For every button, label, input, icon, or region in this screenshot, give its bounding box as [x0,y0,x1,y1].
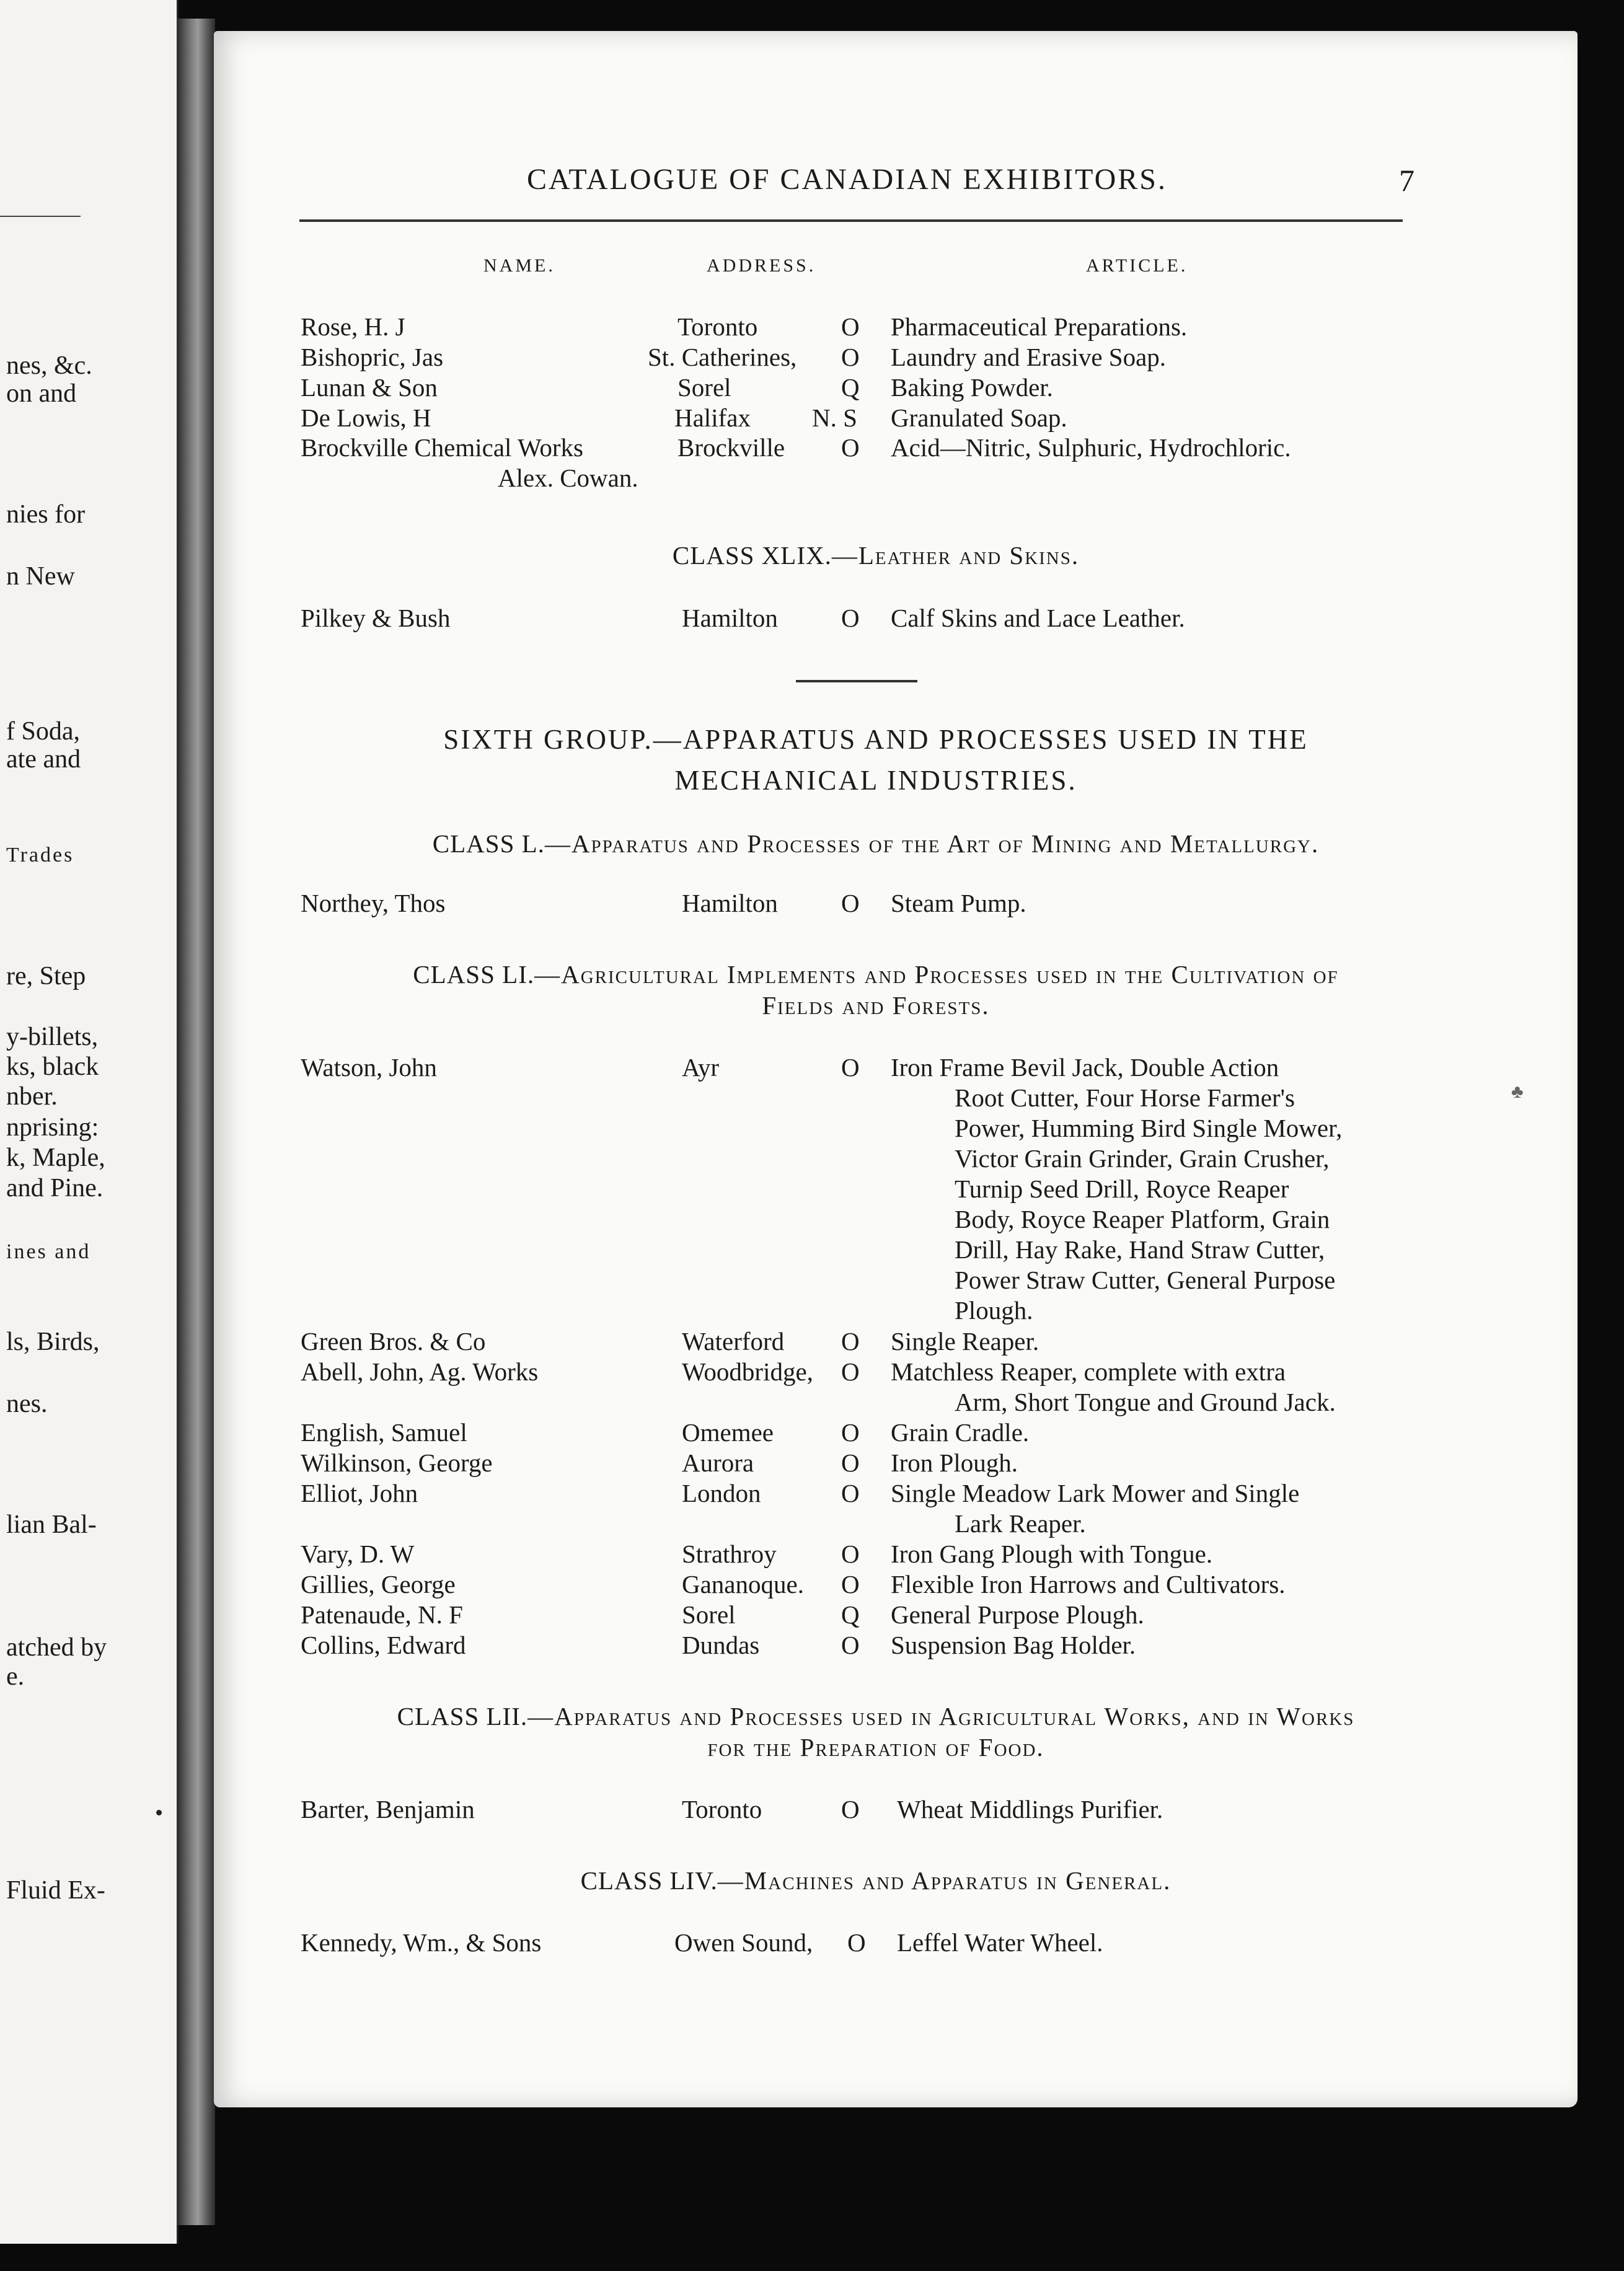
class-subtitle-continued: for the Preparation of Food. [707,1733,1044,1762]
group-heading-line1: SIXTH GROUP.—APPARATUS AND PROCESSES USED IN THE [443,724,1308,755]
page-number: 7 [1399,163,1414,198]
province: O [841,1418,860,1447]
left-fragment: nprising: [6,1113,99,1142]
province: O [841,343,860,371]
exhibitor-name: De Lowis, H [301,403,431,432]
left-fragment: atched by [6,1633,107,1662]
province: O [841,1327,860,1356]
left-fragment: ines and [6,1240,91,1263]
class-subtitle-continued: Fields and Forests. [762,991,990,1020]
left-page-fragment [0,0,179,2244]
class-heading [299,829,1452,858]
exhibitor-address: Ayr [682,1053,719,1082]
class-title: CLASS LI. [413,960,535,989]
exhibitor-name: Watson, John [301,1053,437,1082]
column-header-article: ARTICLE. [1086,255,1188,276]
article-continued: Plough. [955,1296,1033,1325]
article: Steam Pump. [891,889,1026,917]
exhibitor-address: Toronto [682,1795,762,1823]
province: O [841,604,860,632]
province: O [841,1449,860,1477]
left-page-rule [0,216,81,217]
article: Leffel Water Wheel. [897,1928,1103,1957]
exhibitor-name: Rose, H. J [301,312,405,341]
exhibitor-address: Strathroy [682,1540,777,1568]
exhibitor-address: St. Catherines, [648,343,797,371]
article-continued: Body, Royce Reaper Platform, Grain [955,1205,1330,1233]
exhibitor-name: Vary, D. W [301,1540,415,1568]
article-continued: Arm, Short Tongue and Ground Jack. [955,1388,1336,1416]
exhibitor-address: Aurora [682,1449,754,1477]
exhibitor-name: Gillies, George [301,1570,456,1599]
exhibitor-address: Gananoque. [682,1570,804,1599]
exhibitor-name: Northey, Thos [301,889,446,917]
article-continued: Power, Humming Bird Single Mower, [955,1114,1343,1142]
exhibitor-name: Brockville Chemical Works [301,433,583,462]
left-fragment: nber. [6,1082,58,1111]
header-rule [299,219,1403,222]
left-fragment: ls, Birds, [6,1328,100,1356]
article: Suspension Bag Holder. [891,1631,1136,1659]
left-fragment: ks, black [6,1052,99,1081]
article: Wheat Middlings Purifier. [897,1795,1163,1823]
province: O [841,433,860,462]
exhibitor-address: Dundas [682,1631,760,1659]
class-title: CLASS LII. [397,1702,528,1731]
left-fragment: k, Maple, [6,1144,105,1172]
exhibitor-address: Halifax [674,403,751,432]
left-fragment: Fluid Ex- [6,1876,105,1905]
class-subtitle: —Machines and Apparatus in General. [717,1866,1172,1895]
exhibitor-address: Waterford [682,1327,785,1356]
article: Laundry and Erasive Soap. [891,343,1167,371]
class-title: CLASS XLIX. [672,541,832,570]
exhibitor-address: Owen Sound, [674,1928,813,1957]
left-fragment: nes. [6,1390,48,1418]
class-title: CLASS LIV. [580,1866,718,1895]
left-fragment: f Soda, [6,717,80,746]
province: Q [841,373,860,402]
article: Pharmaceutical Preparations. [891,312,1188,341]
left-fragment: e. [6,1662,25,1691]
section-divider [796,680,917,682]
exhibitor-name: Barter, Benjamin [301,1795,475,1823]
exhibitor-name: Bishopric, Jas [301,343,444,371]
exhibitor-address: Hamilton [682,604,778,632]
left-fragment: ate and [6,745,81,774]
exhibitor-name: Pilkey & Bush [301,604,451,632]
class-heading [299,959,1452,989]
province: O [841,1631,860,1659]
exhibitor-subname: Alex. Cowan. [498,464,638,492]
exhibitor-name: Green Bros. & Co [301,1327,486,1356]
left-fragment: and Pine. [6,1174,104,1202]
province: O [841,1795,860,1823]
article: Single Reaper. [891,1327,1039,1356]
class-heading [299,1866,1452,1895]
running-head: CATALOGUE OF CANADIAN EXHIBITORS. [527,163,1167,196]
exhibitor-name: Wilkinson, George [301,1449,493,1477]
exhibitor-address: Toronto [677,312,758,341]
exhibitor-name: Lunan & Son [301,373,438,402]
ink-spot [156,1810,162,1815]
left-fragment: n New [6,562,75,591]
class-subtitle: —Apparatus and Processes of the Art of Mining and Metallurgy. [544,829,1320,858]
class-subtitle: —Leather and Skins. [831,541,1080,570]
class-subtitle: —Apparatus and Processes used in Agricultural Works, and in Works [527,1702,1355,1731]
article: Iron Plough. [891,1449,1018,1477]
book-gutter [177,19,215,2225]
article: Flexible Iron Harrows and Cultivators. [891,1570,1286,1599]
province: Q [841,1600,860,1629]
article: Granulated Soap. [891,403,1067,432]
article-continued: Root Cutter, Four Horse Farmer's [955,1083,1295,1112]
exhibitor-name: English, Samuel [301,1418,467,1447]
class-heading [299,1701,1452,1731]
exhibitor-name: Abell, John, Ag. Works [301,1357,539,1386]
province: O [841,312,860,341]
left-fragment: re, Step [6,962,86,990]
left-fragment: y-billets, [6,1023,99,1051]
article: Iron Gang Plough with Tongue. [891,1540,1213,1568]
column-header-name: NAME. [483,255,555,276]
province: O [841,1479,860,1507]
exhibitor-address: London [682,1479,761,1507]
article: Calf Skins and Lace Leather. [891,604,1185,632]
exhibitor-address: Sorel [677,373,731,402]
exhibitor-address: Woodbridge, [682,1357,813,1386]
left-fragment: nes, &c. [6,351,92,380]
exhibitor-address: Brockville [677,433,785,462]
article-continued: Drill, Hay Rake, Hand Straw Cutter, [955,1235,1325,1264]
article: Grain Cradle. [891,1418,1030,1447]
exhibitor-name: Elliot, John [301,1479,418,1507]
class-title: CLASS L. [432,829,545,858]
province: O [841,1570,860,1599]
province: O [841,1540,860,1568]
province: N. S [812,403,857,432]
article: Matchless Reaper, complete with extra [891,1357,1286,1386]
article-continued: Victor Grain Grinder, Grain Crusher, [955,1144,1330,1173]
left-fragment: on and [6,379,77,408]
margin-mark: ♣ [1511,1082,1524,1102]
left-fragment: Trades [6,844,74,867]
article: Iron Frame Bevil Jack, Double Action [891,1053,1279,1082]
article-continued: Lark Reaper. [955,1509,1086,1538]
province: O [841,1053,860,1082]
article: General Purpose Plough. [891,1600,1144,1629]
exhibitor-name: Patenaude, N. F [301,1600,463,1629]
left-fragment: nies for [6,500,86,529]
province: O [841,1357,860,1386]
article: Single Meadow Lark Mower and Single [891,1479,1300,1507]
article-continued: Power Straw Cutter, General Purpose [955,1266,1336,1294]
column-header-address: ADDRESS. [707,255,816,276]
article: Baking Powder. [891,373,1053,402]
left-fragment: lian Bal- [6,1510,97,1539]
province: O [841,889,860,917]
exhibitor-name: Kennedy, Wm., & Sons [301,1928,542,1957]
province: O [847,1928,866,1957]
exhibitor-address: Sorel [682,1600,736,1629]
exhibitor-address: Omemee [682,1418,774,1447]
article: Acid—Nitric, Sulphuric, Hydrochloric. [891,433,1291,462]
class-heading [299,540,1452,570]
group-heading-line2: MECHANICAL INDUSTRIES. [674,765,1077,796]
class-subtitle: —Agricultural Implements and Processes used in the Cultivation of [534,960,1339,989]
exhibitor-name: Collins, Edward [301,1631,466,1659]
article-continued: Turnip Seed Drill, Royce Reaper [955,1175,1289,1203]
exhibitor-address: Hamilton [682,889,778,917]
